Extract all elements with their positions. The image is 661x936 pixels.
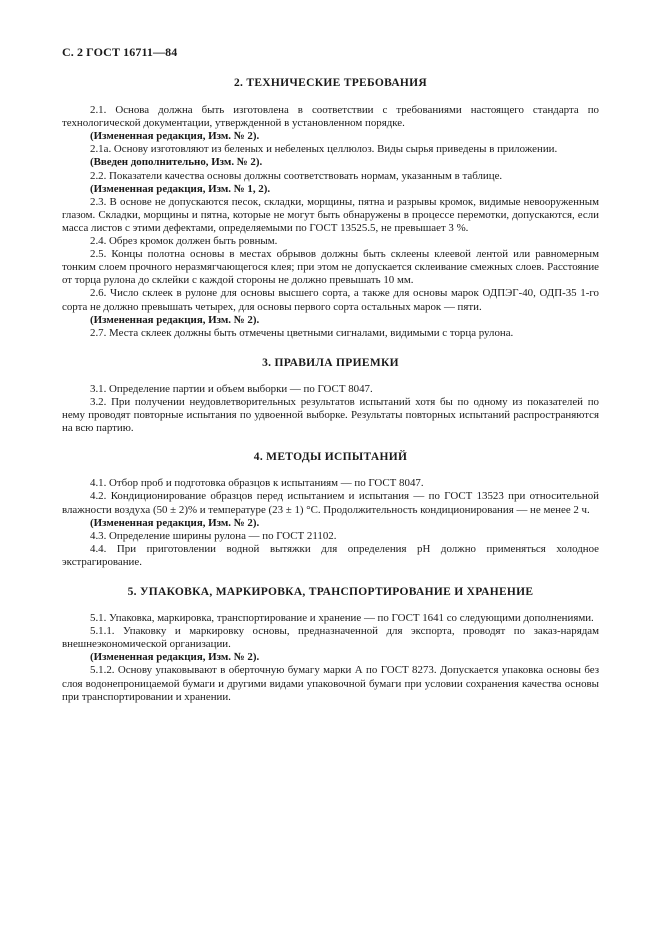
edition-note: (Измененная редакция, Изм. № 2). [90, 516, 260, 529]
section-5-title: 5. УПАКОВКА, МАРКИРОВКА, ТРАНСПОРТИРОВАНИЕ И ХРАНЕНИЕ [127, 586, 534, 598]
clause-5-1-1: 5.1.1. Упаковку и маркировку основы, предназначенной для экспорта, проводят по заказ-нарядам внешнеэкономической организации. [62, 625, 599, 651]
edition-note: (Измененная редакция, Изм. № 1, 2). [90, 182, 271, 195]
section-3-title: 3. ПРАВИЛА ПРИЕМКИ [262, 356, 399, 369]
clause-2-7: 2.7. Места склеек должны быть отмечены цветными сигналами, видимыми с торца рулона. [90, 326, 514, 339]
edition-note: (Введен дополнительно, Изм. № 2). [90, 156, 263, 169]
clause-2-6: 2.6. Число склеек в рулоне для основы высшего сорта, а также для основы марок ОДПЭГ-40, ОДП-35 1-го сорта не должно превышать четырех, для основы первого сорта остальных марок — пяти. [62, 287, 599, 313]
clause-2-4: 2.4. Обрез кромок должен быть ровным. [90, 235, 278, 248]
clause-4-4: 4.4. При приготовлении водной вытяжки для определения pH должно применяться холодное экстрагирование. [62, 542, 599, 568]
clause-2-1: 2.1. Основа должна быть изготовлена в соответствии с требованиями настоящего стандарта по технологической документации, утвержденной в установленном порядке. [62, 104, 599, 130]
edition-note: (Измененная редакция, Изм. № 2). [90, 313, 260, 326]
clause-2-1a: 2.1а. Основу изготовляют из беленых и небеленых целлюлоз. Виды сырья приведены в приложении. [90, 143, 558, 156]
document-body [62, 74, 599, 704]
running-head: С. 2 ГОСТ 16711—84 [62, 45, 178, 59]
clause-4-2: 4.2. Кондиционирование образцов перед испытанием и испытания — по ГОСТ 13523 при относительной влажности воздуха (50 ± 2)% и температуре (23 ± 1) °С. Продолжительность кондиционирования — не менее 2 ч. [62, 490, 599, 516]
clause-3-1: 3.1. Определение партии и объем выборки — по ГОСТ 8047. [90, 382, 373, 395]
clause-2-5: 2.5. Концы полотна основы в местах обрывов должны быть склеены клеевой лентой или равномерным тонким слоем прочного неразмягчающегося клея; при этом не допускается склеивание смежных слоев. Расстояние от торца рулона до склейки с каждой стороны не должно превышать 10 мм. [62, 248, 599, 287]
clause-4-3: 4.3. Определение ширины рулона — по ГОСТ 21102. [90, 529, 337, 542]
section-2-title: 2. ТЕХНИЧЕСКИЕ ТРЕБОВАНИЯ [233, 77, 428, 89]
clause-2-3: 2.3. В основе не допускаются песок, складки, морщины, пятна и разрывы кромок, видимые невооруженным глазом. Складки, морщины и пятна, которые не могут быть обнаружены в процессе перемотки, допускаются, если масса листов с этими дефектами, определяемыми по ГОСТ 13525.5, не превышает 3 %. [62, 195, 599, 234]
clause-4-1: 4.1. Отбор проб и подготовка образцов к испытаниям — по ГОСТ 8047. [90, 477, 424, 490]
edition-note: (Измененная редакция, Изм. № 2). [90, 651, 260, 664]
clause-5-1-2: 5.1.2. Основу упаковывают в оберточную бумагу марки А по ГОСТ 8273. Допускается упаковка основы без слоя водонепроницаемой бумаги и другими видами упаковочной бумаги при условии сохранения качества основы при транспортировании и хранении. [62, 664, 599, 703]
edition-note: (Измененная редакция, Изм. № 2). [90, 130, 260, 143]
section-4-title: 4. МЕТОДЫ ИСПЫТАНИЙ [253, 451, 408, 464]
clause-3-2: 3.2. При получении неудовлетворительных результатов испытаний хотя бы по одному из показателей по нему проводят повторные испытания по удвоенной выборке. Результаты повторных испытаний распространяются на всю партию. [62, 395, 599, 435]
clause-2-2: 2.2. Показатели качества основы должны соответствовать нормам, указанным в таблице. [90, 169, 503, 182]
clause-5-1: 5.1. Упаковка, маркировка, транспортирование и хранение — по ГОСТ 1641 со следующими дополнениями. [90, 612, 594, 625]
